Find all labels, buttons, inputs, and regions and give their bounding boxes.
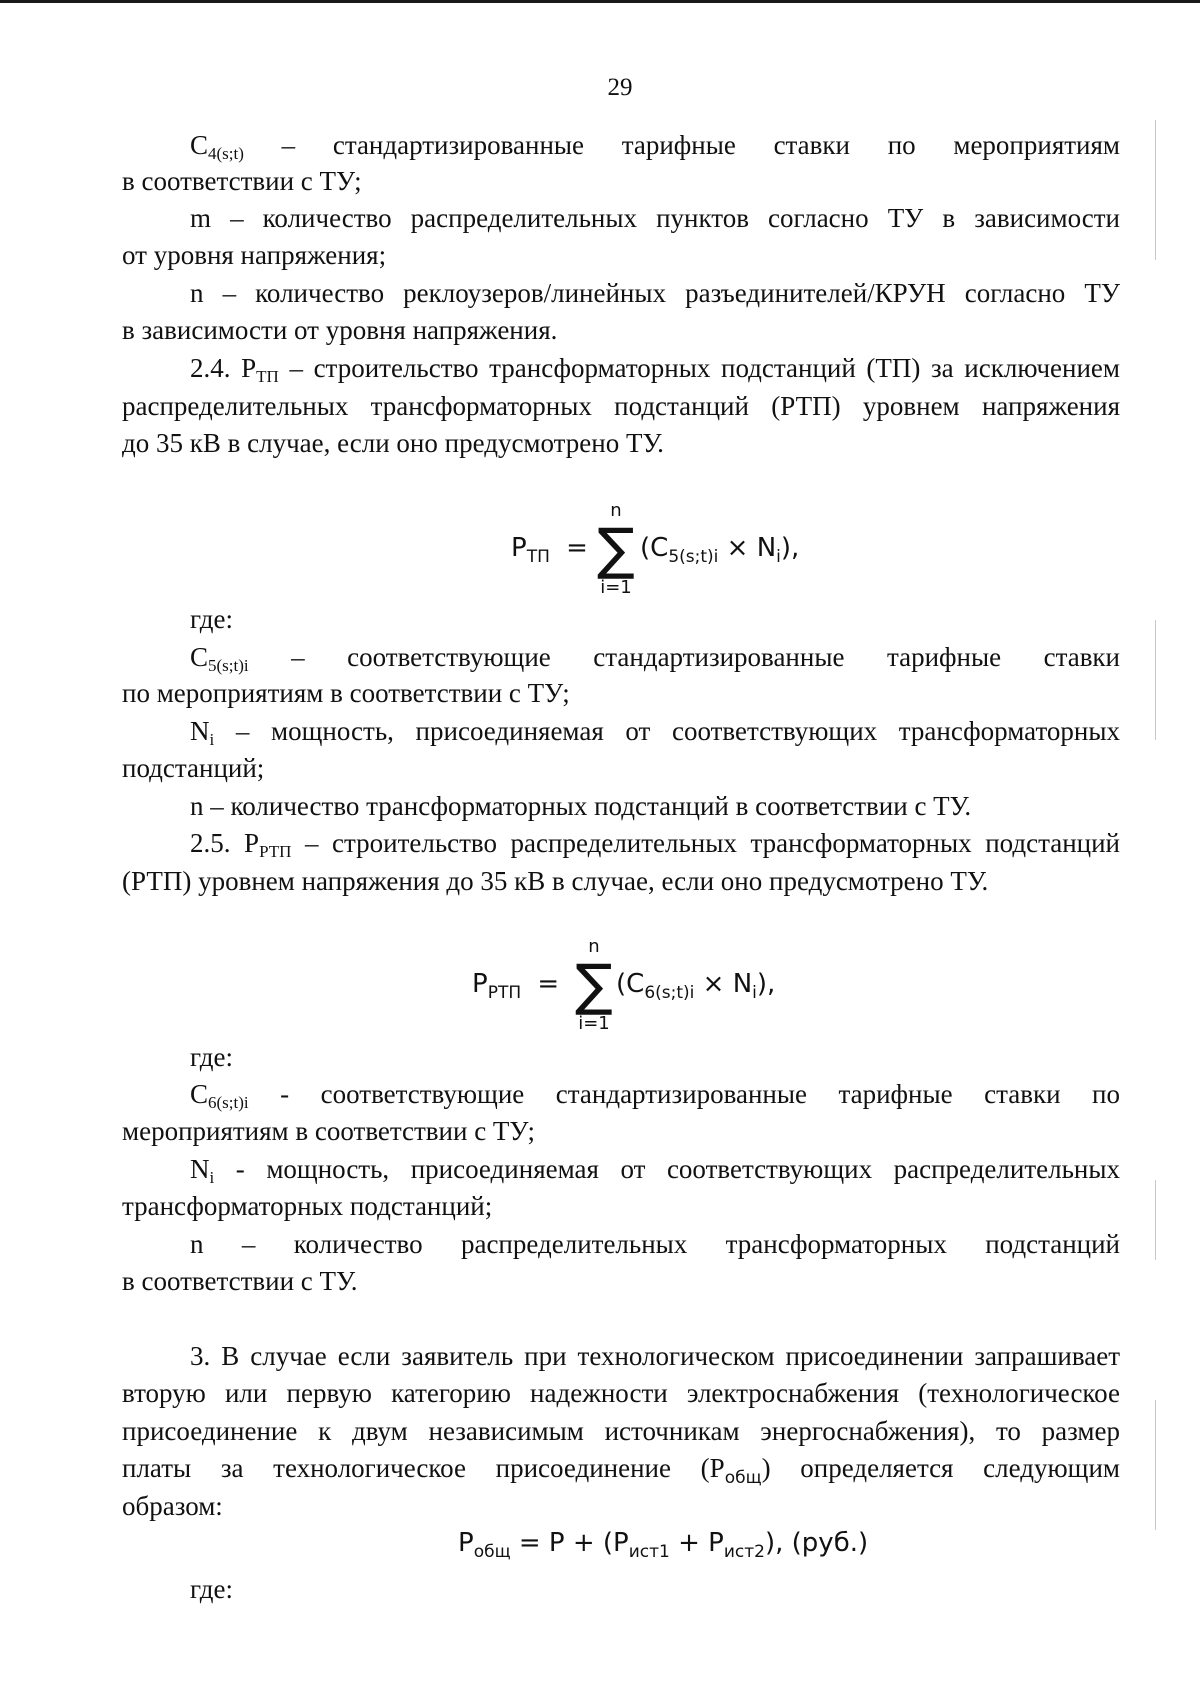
scan-right-edge-mark <box>1155 120 1156 260</box>
formula-p-tp-lhs: $P_{ТП}$ = <box>511 533 588 567</box>
section-2-5-line1: 2.5. $P_{РТП}$ – строительство распределительных трансформаторных подстанций <box>190 828 1120 861</box>
c4-definition-line2: в соответствии с ТУ; <box>122 166 362 196</box>
c6-definition-line1: $C_{6(s;t)i}$ - соответствующие стандартизированные тарифные ставки по <box>190 1079 1120 1112</box>
c6-definition-line2: мероприятиям в соответствии с ТУ; <box>122 1116 536 1146</box>
formula-p-total: $P_{общ} = P + (P_{ист1} + P_{ист2})$, (руб.) <box>458 1528 869 1562</box>
n-definition-line1: n – количество реклоузеров/линейных разъединителей/КРУН согласно ТУ <box>190 278 1120 308</box>
section-2-5-line2: (РТП) уровнем напряжения до 35 кВ в случае, если оно предусмотрено ТУ. <box>122 866 989 896</box>
where-label-3: где: <box>190 1574 233 1604</box>
c4-symbol: $C_{4(s;t)}$ <box>190 130 244 163</box>
section-3-line3: присоединение к двум независимым источникам энергоснабжения), то размер <box>122 1416 1120 1446</box>
section-2-4-line2: распределительных трансформаторных подстанций (РТП) уровнем напряжения <box>122 391 1120 421</box>
n-definition-tp: n – количество трансформаторных подстанций в соответствии с ТУ. <box>190 791 972 821</box>
m-definition-line1: m – количество распределительных пунктов согласно ТУ в зависимости <box>190 203 1120 233</box>
n-definition-rtp-line2: в соответствии с ТУ. <box>122 1266 358 1296</box>
scan-top-border <box>0 0 1200 3</box>
section-3-line4: платы за технологическое присоединение $(P_{общ})$ определяется следующим <box>122 1453 1120 1488</box>
ni-definition-line2: подстанций; <box>122 753 265 783</box>
m-definition-line2: от уровня напряжения; <box>122 240 387 270</box>
section-2-4-line1: 2.4. $P_{ТП}$ – строительство трансформаторных подстанций (ТП) за исключением <box>190 353 1120 386</box>
scan-right-edge-mark <box>1155 620 1156 740</box>
section-2-4-line3: до 35 кВ в случае, если оно предусмотрено ТУ. <box>122 428 664 458</box>
formula-p-rtp-body: $(C_{6(s;t)i} \times N_i)$, <box>616 969 776 1003</box>
where-label-1: где: <box>190 604 233 634</box>
formula-p-tp-body: $(C_{5(s;t)i} \times N_i)$, <box>640 533 800 567</box>
c4-definition-line1: $C_{4(s;t)}$ – стандартизированные тарифные ставки по мероприятиям <box>190 130 1120 163</box>
where-label-2: где: <box>190 1042 233 1072</box>
section-3-line1: 3. В случае если заявитель при технологическом присоединении запрашивает <box>190 1341 1120 1371</box>
n-definition-line2: в зависимости от уровня напряжения. <box>122 315 558 345</box>
ni-definition-line1: $N_i$ – мощность, присоединяемая от соответствующих трансформаторных <box>190 716 1120 749</box>
c5-definition-line2: по мероприятиям в соответствии с ТУ; <box>122 678 570 708</box>
section-3-line2: вторую или первую категорию надежности электроснабжения (технологическое <box>122 1378 1120 1408</box>
ni-definition-rtp-line1: $N_i$ - мощность, присоединяемая от соответствующих распределительных <box>190 1154 1120 1187</box>
section-3-line5: образом: <box>122 1491 223 1521</box>
page-number: 29 <box>607 74 633 101</box>
scan-right-edge-mark <box>1155 1180 1156 1260</box>
scan-right-edge-mark <box>1155 1400 1156 1530</box>
formula-p-rtp-lhs: $P_{РТП}$ = <box>472 969 560 1003</box>
c5-definition-line1: $C_{5(s;t)i}$ – соответствующие стандартизированные тарифные ставки <box>190 642 1121 675</box>
n-definition-rtp-line1: n – количество распределительных трансформаторных подстанций <box>190 1229 1120 1259</box>
ni-definition-rtp-line2: трансформаторных подстанций; <box>122 1191 493 1221</box>
